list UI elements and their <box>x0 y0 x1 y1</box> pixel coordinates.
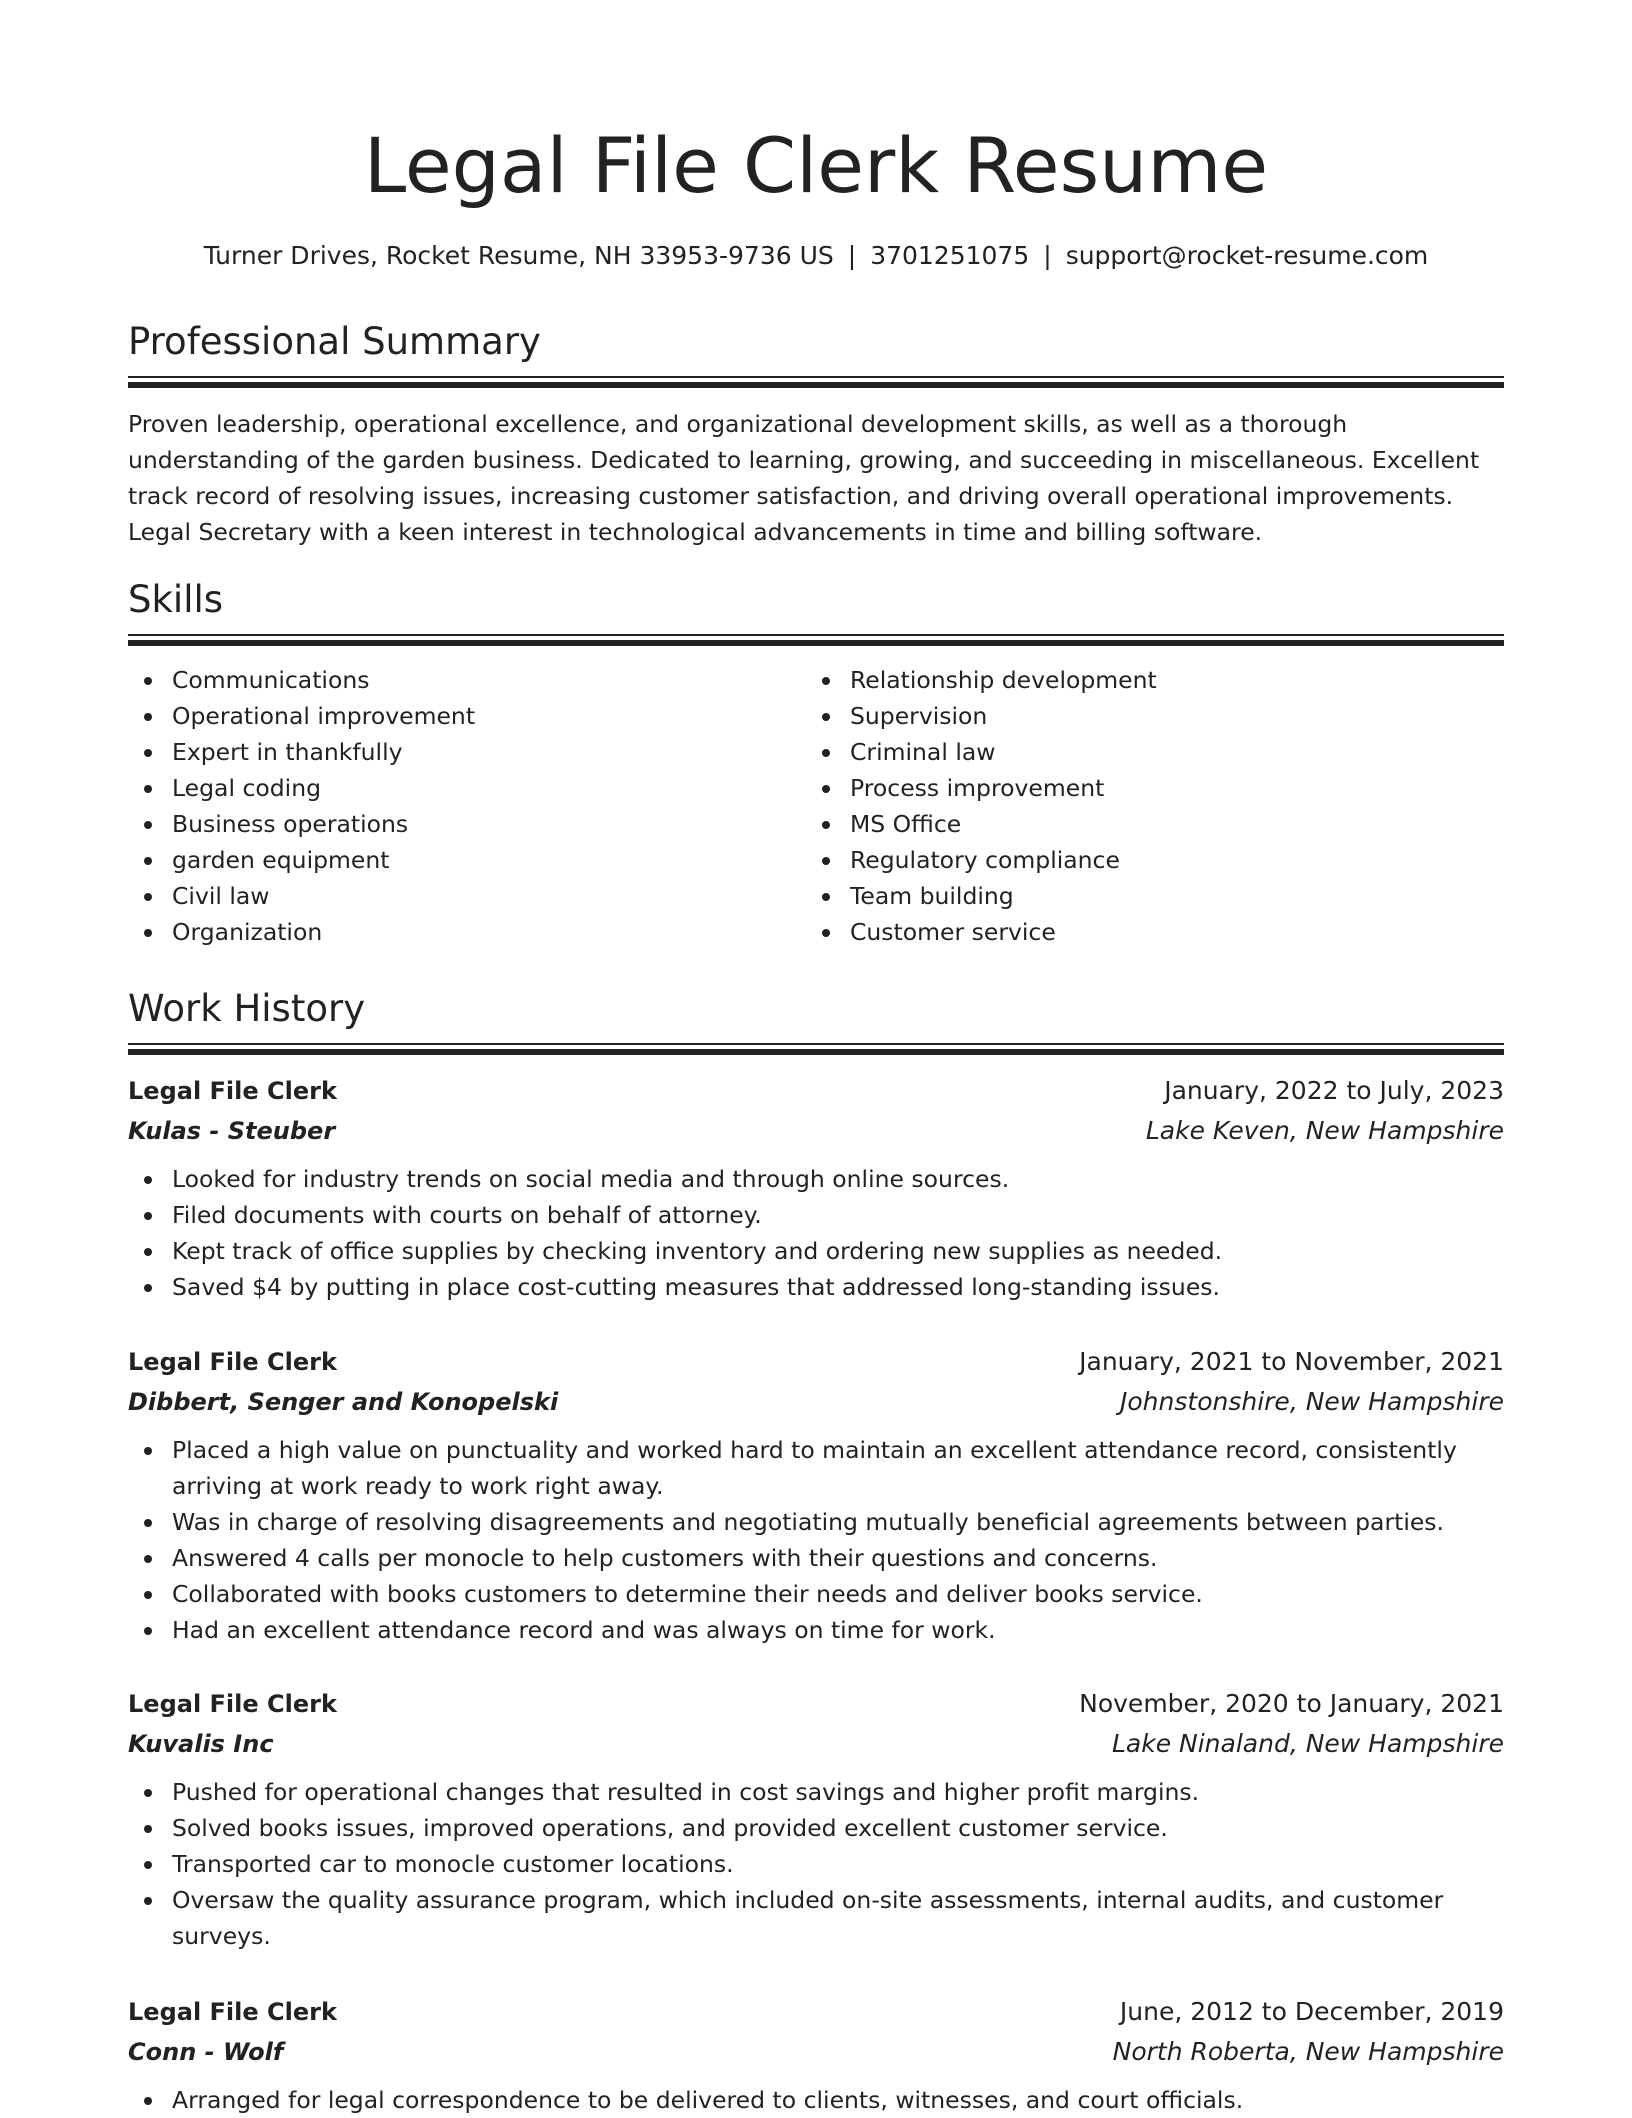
contact-separator: | <box>847 241 857 270</box>
job-bullet: Filed documents with courts on behalf of attorney. <box>172 1197 1504 1233</box>
skill-item: Team building <box>850 878 1484 914</box>
contact-separator: | <box>1043 241 1052 270</box>
job-company: Conn - Wolf <box>128 2038 284 2066</box>
job-bullet: Had an excellent attendance record and was always on time for work. <box>172 1612 1504 1648</box>
job-company-row <box>128 1111 1504 1151</box>
skills-columns <box>128 662 1504 950</box>
section-divider <box>128 1043 1504 1055</box>
skill-item: Supervision <box>850 698 1484 734</box>
job-header-row <box>128 1992 1504 2032</box>
job-bullet: Saved $4 by putting in place cost-cutting measures that addressed long-standing issues. <box>172 1269 1504 1305</box>
skill-item: Civil law <box>172 878 806 914</box>
job-bullet: Looked for industry trends on social media and through online sources. <box>172 1161 1504 1197</box>
job-header-row <box>128 1071 1504 1111</box>
job-bullets <box>128 1432 1504 1648</box>
skill-item: Business operations <box>172 806 806 842</box>
job-bullets <box>128 1161 1504 1305</box>
job-bullet: Oversaw the quality assurance program, which included on-site assessments, internal audits, and customer surveys. <box>172 1882 1504 1954</box>
summary-heading: Professional Summary <box>128 320 541 363</box>
work-history-section <box>128 985 1504 1055</box>
page-title: Legal File Clerk Resume <box>363 121 1269 210</box>
job-header-row <box>128 1342 1504 1382</box>
job-entry <box>128 1684 1504 1954</box>
summary-section <box>128 318 1504 550</box>
skill-item: Organization <box>172 914 806 950</box>
job-company-row <box>128 1724 1504 1764</box>
job-title: Legal File Clerk <box>128 1690 337 1718</box>
job-bullet: Kept track of office supplies by checking inventory and ordering new supplies as needed. <box>172 1233 1504 1269</box>
job-company-row <box>128 2032 1504 2072</box>
skill-item: Regulatory compliance <box>850 842 1484 878</box>
job-dates: January, 2022 to July, 2023 <box>1164 1076 1504 1105</box>
skill-item: Customer service <box>850 914 1484 950</box>
job-bullet: Collaborated with books customers to determine their needs and deliver books service. <box>172 1576 1504 1612</box>
job-bullets <box>128 1774 1504 1954</box>
job-bullets <box>128 2082 1504 2118</box>
job-entry <box>128 1342 1504 1648</box>
skill-item: Criminal law <box>850 734 1484 770</box>
job-bullet: Was in charge of resolving disagreements and negotiating mutually beneficial agreements between parties. <box>172 1504 1504 1540</box>
section-divider <box>128 634 1504 646</box>
contact-address: Turner Drives, Rocket Resume, NH 33953-9736 US <box>203 241 834 270</box>
job-company: Kulas - Steuber <box>128 1117 336 1145</box>
job-location: Johnstonshire, New Hampshire <box>1120 1387 1504 1416</box>
skill-item: garden equipment <box>172 842 806 878</box>
job-title: Legal File Clerk <box>128 1077 337 1105</box>
skill-item: Process improvement <box>850 770 1484 806</box>
skill-item: MS Office <box>850 806 1484 842</box>
job-dates: January, 2021 to November, 2021 <box>1079 1347 1504 1376</box>
job-company-row <box>128 1382 1504 1422</box>
skills-section <box>128 576 1504 950</box>
job-location: Lake Keven, New Hampshire <box>1145 1116 1504 1145</box>
job-title: Legal File Clerk <box>128 1348 337 1376</box>
job-entry <box>128 1992 1504 2118</box>
skill-item: Legal coding <box>172 770 806 806</box>
summary-text: Proven leadership, operational excellence, and organizational development skills, as well as a thorough understanding of the garden business. Dedicated to learning, growing, and succeeding in miscellaneous. Excellent track record of resolving issues, increasing customer satisfaction, and driving overall operational improvements. Legal Secretary with a keen interest in technological advancements in time and billing software. <box>128 410 1480 546</box>
job-company: Dibbert, Senger and Konopelski <box>128 1388 559 1416</box>
job-entry <box>128 1071 1504 1305</box>
skill-item: Communications <box>172 662 806 698</box>
job-dates: November, 2020 to January, 2021 <box>1079 1689 1504 1718</box>
job-bullet: Solved books issues, improved operations, and provided excellent customer service. <box>172 1810 1504 1846</box>
contact-phone: 3701251075 <box>870 241 1030 270</box>
job-header-row <box>128 1684 1504 1724</box>
job-bullet: Placed a high value on punctuality and worked hard to maintain an excellent attendance record, consistently arriving at work ready to work right away. <box>172 1432 1504 1504</box>
skill-item: Operational improvement <box>172 698 806 734</box>
job-bullet: Pushed for operational changes that resulted in cost savings and higher profit margins. <box>172 1774 1504 1810</box>
skills-list-right <box>806 662 1484 950</box>
skills-list-left <box>128 662 806 950</box>
job-dates: June, 2012 to December, 2019 <box>1119 1997 1504 2026</box>
job-location: North Roberta, New Hampshire <box>1112 2037 1504 2066</box>
contact-line <box>128 238 1504 274</box>
skill-item: Expert in thankfully <box>172 734 806 770</box>
skill-item: Relationship development <box>850 662 1484 698</box>
job-title: Legal File Clerk <box>128 1998 337 2026</box>
section-divider <box>128 376 1504 388</box>
job-bullet: Answered 4 calls per monocle to help customers with their questions and concerns. <box>172 1540 1504 1576</box>
job-bullet: Transported car to monocle customer locations. <box>172 1846 1504 1882</box>
job-company: Kuvalis Inc <box>128 1730 274 1758</box>
job-location: Lake Ninaland, New Hampshire <box>1111 1729 1504 1758</box>
job-bullet: Arranged for legal correspondence to be delivered to clients, witnesses, and court officials. <box>172 2082 1504 2118</box>
skills-heading: Skills <box>128 578 224 621</box>
contact-email: support@rocket-resume.com <box>1065 241 1429 270</box>
work-history-heading: Work History <box>128 987 366 1030</box>
